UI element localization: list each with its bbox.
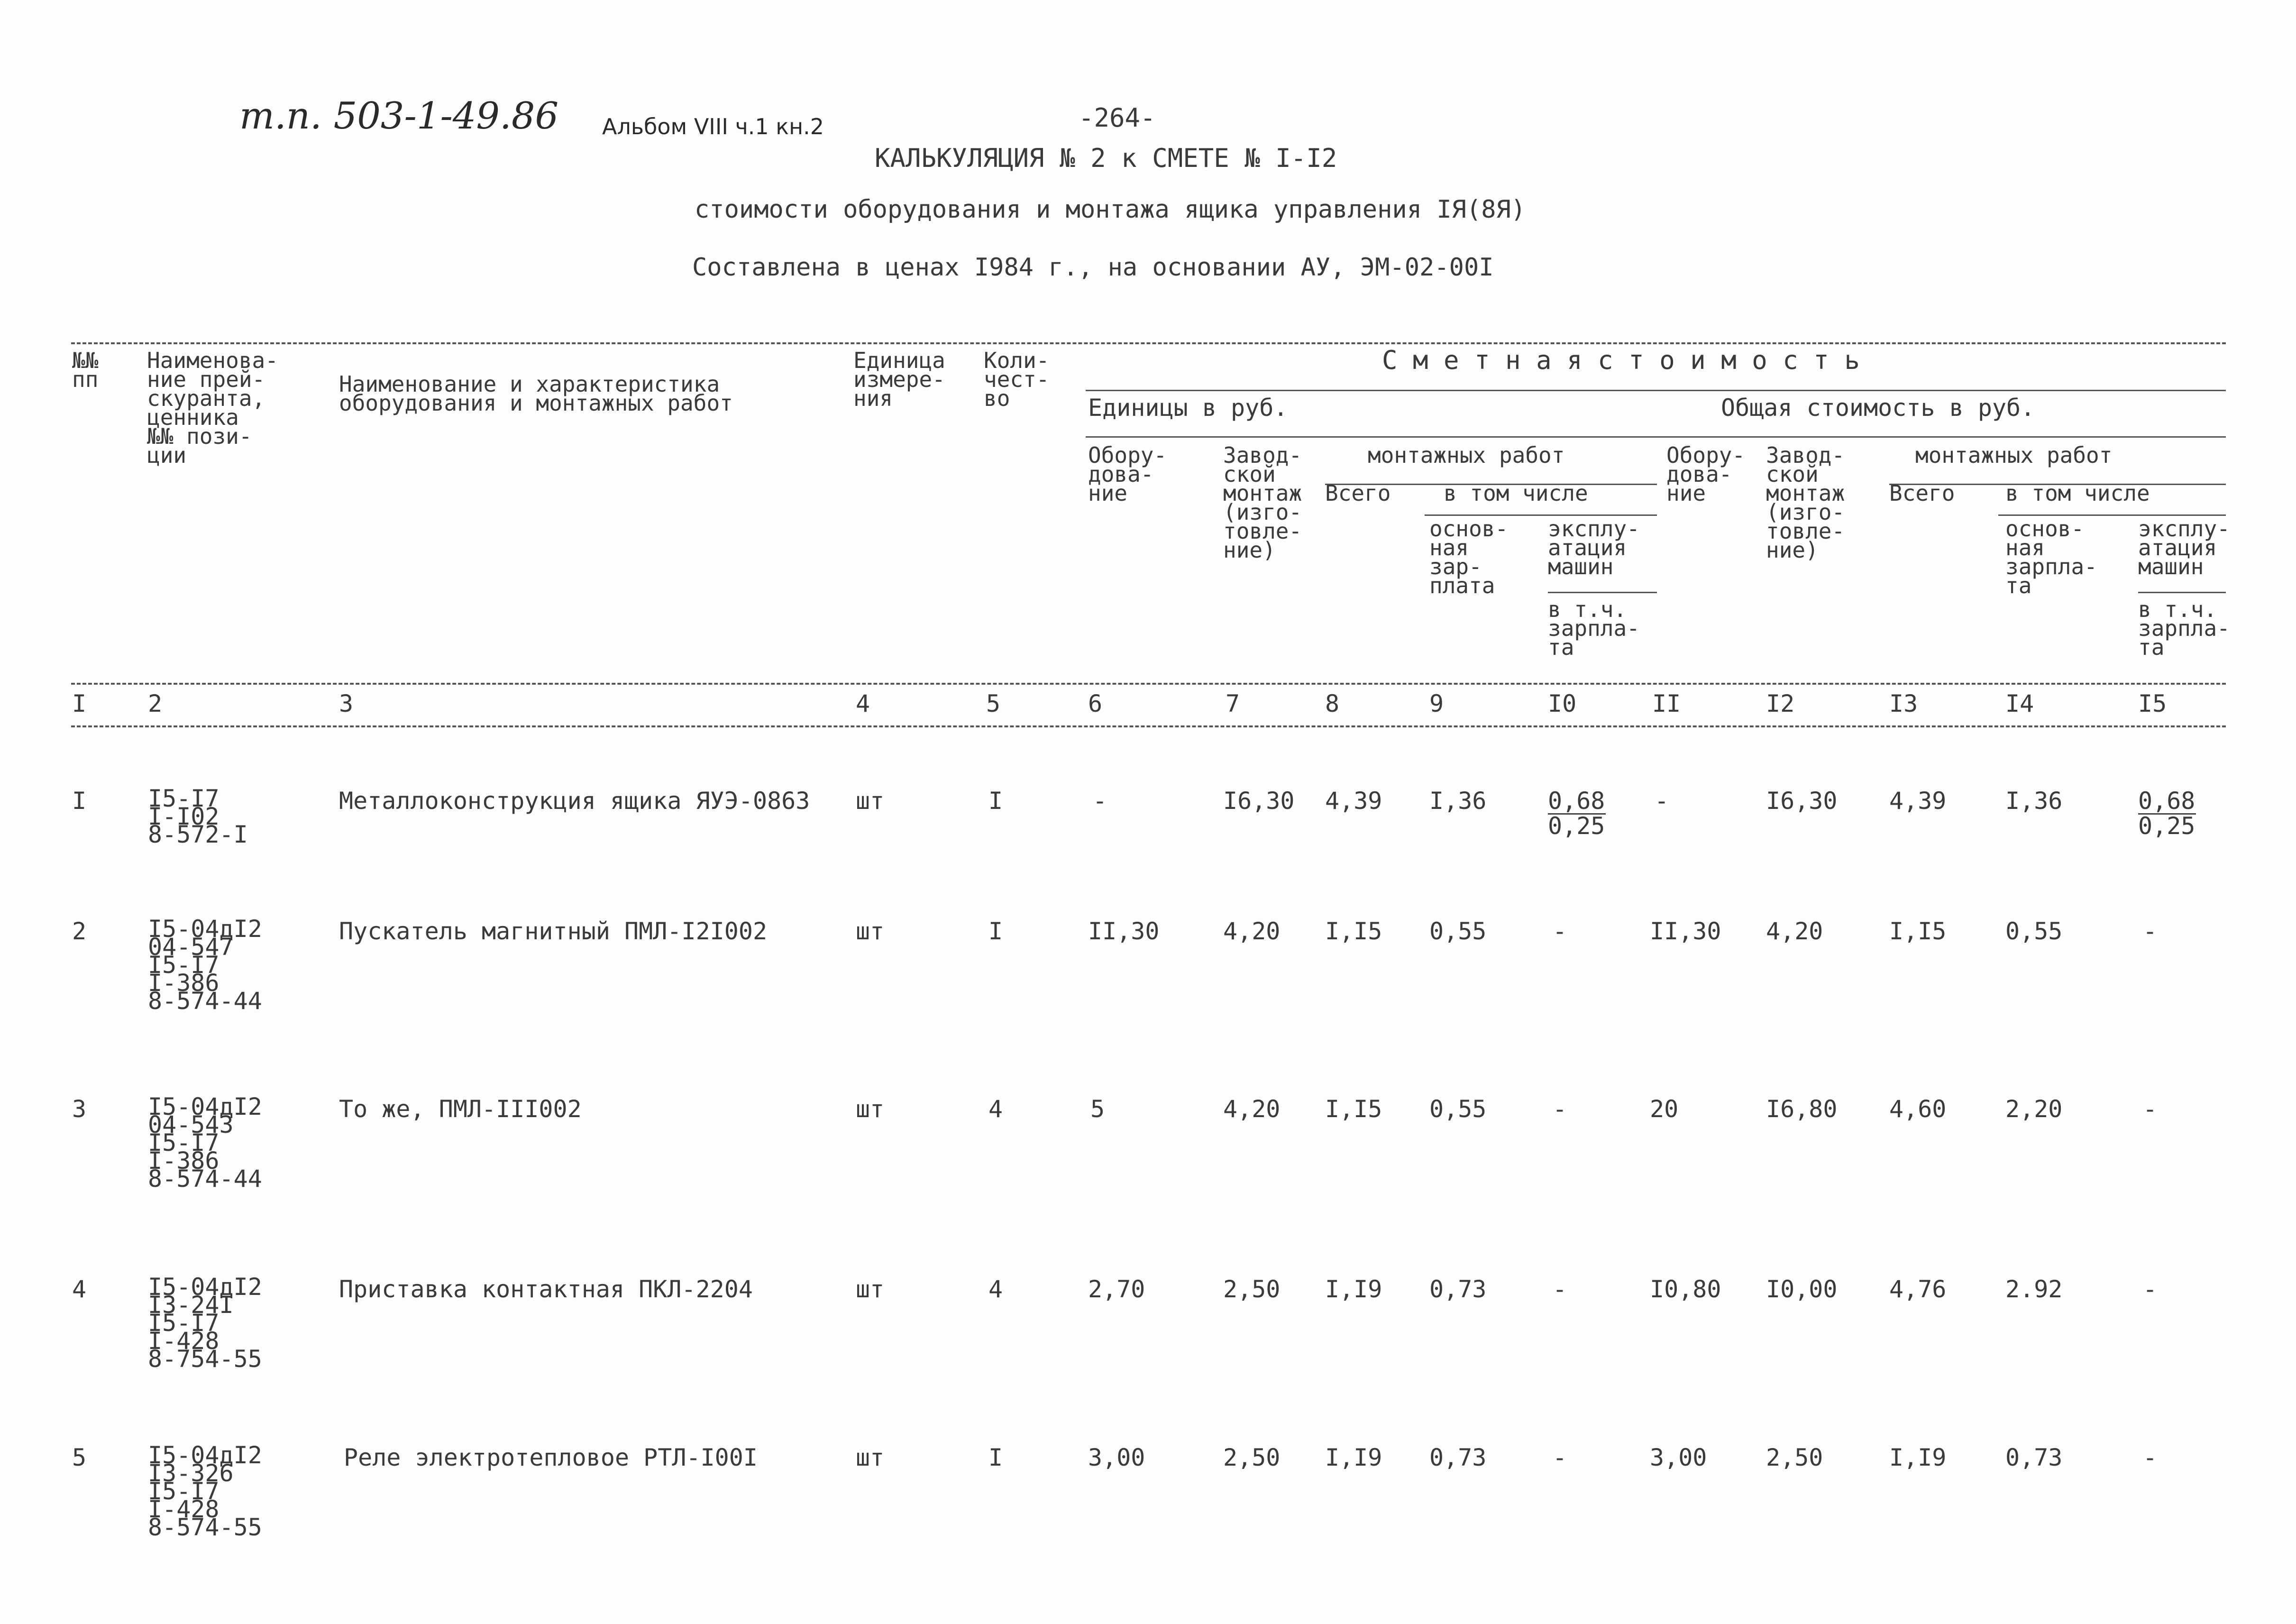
col-header-name: Наименование и характеристика оборудования и монтажных работ [339, 371, 733, 416]
col-header-including-unit: в том числе [1444, 480, 1588, 506]
row-machine-total: - [2143, 1095, 2158, 1123]
col-header-machine-wage-total: в т.ч. зарпла- та [2138, 596, 2230, 660]
col-header-machine-wage-unit: в т.ч. зарпла- та [1548, 596, 1640, 660]
row-machine-wage-total: 0,25 [2138, 812, 2195, 840]
row-equipment-total: - [1655, 787, 1669, 815]
col-number: 5 [986, 690, 1001, 717]
row-install-total-unit: I,I5 [1325, 918, 1382, 945]
row-equipment-total: II,30 [1650, 918, 1721, 945]
row-base-wage-total: 0,55 [2005, 918, 2063, 945]
page-number: -264- [1079, 103, 1156, 133]
row-install-total-total: I,I5 [1889, 918, 1947, 945]
row-factory-unit: 2,50 [1223, 1444, 1281, 1471]
rule-machine-unit [1548, 592, 1657, 593]
col-header-base-wage-total: основ- ная зарпла- та [2005, 516, 2097, 598]
row-quantity: 4 [988, 1275, 1003, 1303]
row-base-wage-unit: 0,55 [1429, 918, 1487, 945]
row-unit: шт [856, 1095, 885, 1123]
row-install-total-total: 4,60 [1889, 1095, 1947, 1123]
row-equipment-total: I0,80 [1650, 1275, 1721, 1303]
col-number: I4 [2005, 690, 2034, 717]
row-item-name: Приставка контактная ПКЛ-2204 [339, 1275, 753, 1303]
row-item-name: То же, ПМЛ-III002 [339, 1095, 582, 1123]
col-header-pricelist: Наименова- ние прей- скуранта, ценника №№ пози- ции [147, 348, 278, 468]
row-unit: шт [856, 1275, 885, 1303]
album-reference: Альбом VIII ч.1 кн.2 [602, 114, 824, 139]
col-header-total-unit: Всего [1325, 480, 1391, 506]
col-header-total-total: Всего [1889, 480, 1955, 506]
row-factory-total: I6,30 [1766, 787, 1838, 815]
row-base-wage-unit: 0,73 [1429, 1275, 1487, 1303]
col-number: I [72, 690, 87, 717]
row-equipment-unit: 3,00 [1088, 1444, 1145, 1471]
col-number: 7 [1226, 690, 1240, 717]
row-machine-op-unit: 0,68 [1548, 787, 1605, 815]
row-factory-total: I6,80 [1766, 1095, 1838, 1123]
row-pricelist-codes: I5-04дI2 04-547 I5-I7 I-386 8-574-44 [148, 915, 262, 1015]
row-quantity: I [988, 1444, 1003, 1471]
row-machine-total: - [2143, 1444, 2158, 1471]
col-header-installation-unit: монтажных работ [1368, 442, 1565, 468]
row-pricelist-codes: I5-04дI2 I3-326 I5-I7 I-428 8-574-55 [148, 1441, 262, 1541]
row-machine-op-total: 0,68 [2138, 787, 2195, 815]
row-number: 4 [72, 1275, 87, 1303]
row-factory-total: 4,20 [1766, 918, 1823, 945]
rule-machine-total [2138, 592, 2226, 593]
row-unit: шт [856, 787, 885, 815]
col-header-number: №№ пп [72, 348, 99, 392]
col-number: II [1652, 690, 1681, 717]
col-header-machine-op-total: эксплу- атация машин [2138, 516, 2230, 579]
document-subtitle: стоимости оборудования и монтажа ящика управления IЯ(8Я) [695, 195, 1526, 224]
row-base-wage-total: 2,20 [2005, 1095, 2063, 1123]
col-number: 6 [1088, 690, 1103, 717]
col-number: I0 [1548, 690, 1577, 717]
col-number: 8 [1325, 690, 1340, 717]
row-number: I [72, 787, 87, 815]
row-install-total-unit: I,I5 [1325, 1095, 1382, 1123]
document-basis: Составлена в ценах I984 г., на основании АУ, ЭМ-02-00I [692, 253, 1494, 282]
row-factory-unit: 2,50 [1223, 1275, 1281, 1303]
col-header-machine-op-unit: эксплу- атация машин [1548, 516, 1640, 579]
row-base-wage-unit: I,36 [1429, 787, 1487, 815]
row-base-wage-unit: 0,73 [1429, 1444, 1487, 1471]
row-pricelist-codes: I5-I7 I-I02 8-572-I [148, 785, 248, 848]
col-group-total-cost: Общая стоимость в руб. [1721, 394, 2035, 422]
row-equipment-total: 20 [1650, 1095, 1679, 1123]
row-machine-unit: - [1553, 1095, 1567, 1123]
row-machine-unit: - [1553, 1444, 1567, 1471]
col-header-including-total: в том числе [2005, 480, 2150, 506]
col-number: 4 [856, 690, 870, 717]
col-header-quantity: Коли- чест- во [984, 348, 1050, 411]
col-group-estimated-cost: С м е т н а я с т о и м о с т ь [1382, 345, 1860, 375]
row-factory-total: 2,50 [1766, 1444, 1823, 1471]
document-title: КАЛЬКУЛЯЦИЯ № 2 к СМЕТЕ № I-I2 [875, 143, 1337, 173]
col-header-factory-total: Завод- ской монтаж (изго- товле- ние) [1766, 442, 1845, 563]
handwritten-reference: т.п. 503-1-49.86 [239, 95, 559, 138]
col-number: 9 [1429, 690, 1444, 717]
col-header-base-wage-unit: основ- ная зар- плата [1429, 516, 1509, 598]
row-base-wage-total: 2.92 [2005, 1275, 2063, 1303]
row-base-wage-total: I,36 [2005, 787, 2063, 815]
row-equipment-unit: II,30 [1088, 918, 1160, 945]
col-group-unit-cost: Единицы в руб. [1088, 394, 1288, 422]
row-unit: шт [856, 918, 885, 945]
row-machine-total: - [2143, 918, 2158, 945]
row-base-wage-total: 0,73 [2005, 1444, 2063, 1471]
row-machine-unit: - [1553, 1275, 1567, 1303]
row-item-name: Металлоконструкция ящика ЯУЭ-0863 [339, 787, 810, 815]
rule-below-col-numbers [71, 725, 2226, 727]
row-machine-wage-unit: 0,25 [1548, 812, 1605, 840]
row-pricelist-codes: I5-04дI2 I3-24I I5-I7 I-428 8-754-55 [148, 1273, 262, 1373]
row-item-name: Пускатель магнитный ПМЛ-I2I002 [339, 918, 768, 945]
row-machine-total: - [2143, 1275, 2158, 1303]
row-equipment-unit: - [1093, 787, 1107, 815]
col-header-equipment-total: Обору- дова- ние [1666, 442, 1746, 506]
row-quantity: I [988, 918, 1003, 945]
row-install-total-unit: I,I9 [1325, 1275, 1382, 1303]
row-install-total-total: 4,39 [1889, 787, 1947, 815]
row-equipment-unit: 2,70 [1088, 1275, 1145, 1303]
row-number: 2 [72, 918, 87, 945]
row-install-total-total: I,I9 [1889, 1444, 1947, 1471]
col-number: I3 [1889, 690, 1918, 717]
row-machine-unit: - [1553, 918, 1567, 945]
col-header-unit: Единица измере- ния [853, 348, 945, 411]
row-unit: шт [856, 1444, 885, 1471]
row-item-name: Реле электротепловое РТЛ-I00I [344, 1444, 758, 1471]
row-factory-unit: 4,20 [1223, 918, 1281, 945]
col-number: I2 [1766, 690, 1795, 717]
row-install-total-unit: 4,39 [1325, 787, 1382, 815]
col-header-factory-unit: Завод- ской монтаж (изго- товле- ние) [1223, 442, 1302, 563]
rule-under-group [1086, 390, 2226, 391]
col-number: 3 [339, 690, 354, 717]
row-factory-unit: I6,30 [1223, 787, 1295, 815]
row-install-total-unit: I,I9 [1325, 1444, 1382, 1471]
row-quantity: 4 [988, 1095, 1003, 1123]
row-install-total-total: 4,76 [1889, 1275, 1947, 1303]
row-quantity: I [988, 787, 1003, 815]
row-number: 3 [72, 1095, 87, 1123]
col-number: 2 [148, 690, 163, 717]
row-base-wage-unit: 0,55 [1429, 1095, 1487, 1123]
row-factory-total: I0,00 [1766, 1275, 1838, 1303]
row-machine-unit-fraction [1548, 787, 1606, 840]
table-top-rule [71, 342, 2226, 344]
col-header-installation-total: монтажных работ [1915, 442, 2113, 468]
row-machine-total-fraction [2138, 787, 2196, 840]
col-header-equipment-unit: Обору- дова- ние [1088, 442, 1167, 506]
rule-under-unit-total [1086, 436, 2226, 438]
rule-above-col-numbers [71, 683, 2226, 685]
row-pricelist-codes: I5-04дI2 04-543 I5-I7 I-386 8-574-44 [148, 1093, 262, 1193]
col-number: I5 [2138, 690, 2167, 717]
row-factory-unit: 4,20 [1223, 1095, 1281, 1123]
row-equipment-unit: 5 [1090, 1095, 1105, 1123]
row-equipment-total: 3,00 [1650, 1444, 1707, 1471]
row-number: 5 [72, 1444, 87, 1471]
